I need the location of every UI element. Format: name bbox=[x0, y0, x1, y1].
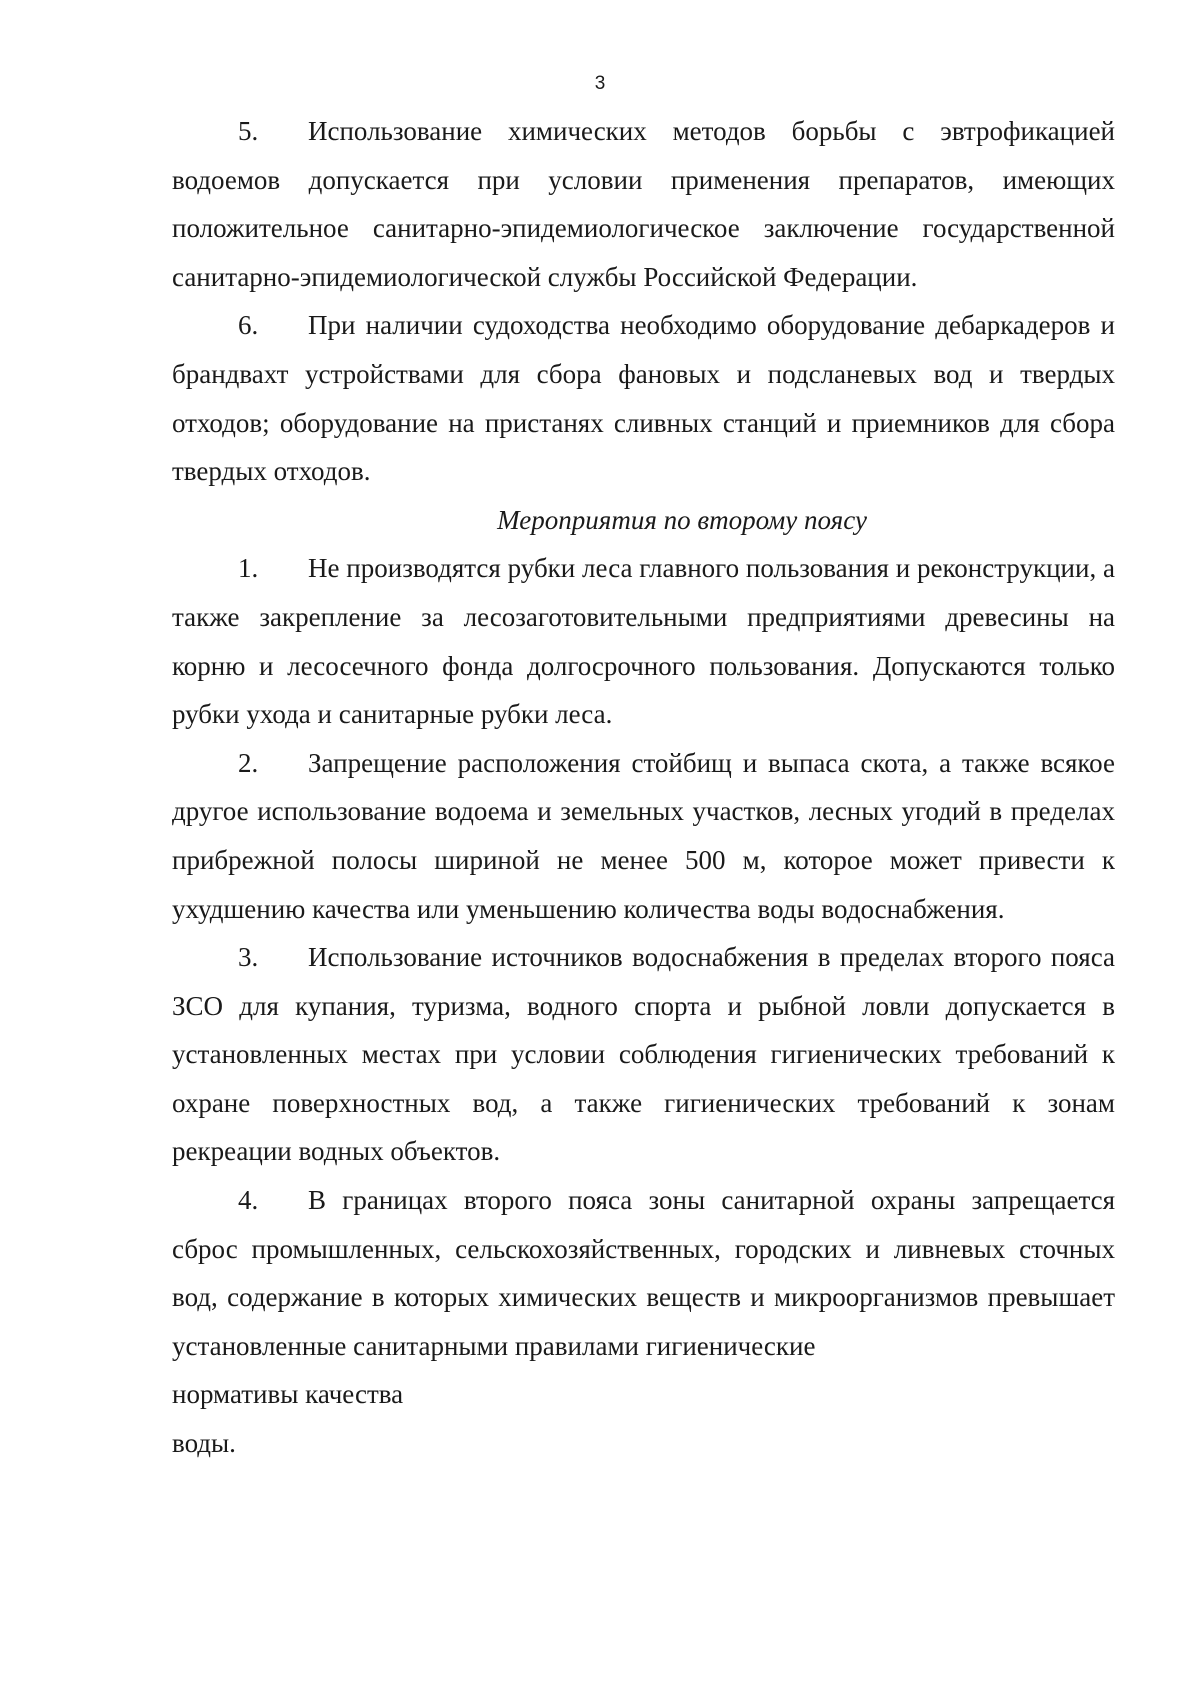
trailing-line: воды. bbox=[172, 1428, 236, 1459]
section-heading: Мероприятия по второму поясу bbox=[497, 504, 867, 535]
item-number: 5. bbox=[238, 116, 259, 146]
item-text: Не производятся рубки леса главного пользования и реконструкции, а также закрепление за лесозаготовительными предприятиями древесины на корню и лесосечного фонда долгосрочного пользования. Допускаются только рубки ухода и санитарные рубки леса. bbox=[172, 553, 1115, 730]
trailing-line: нормативы качества bbox=[172, 1379, 404, 1410]
document-body bbox=[172, 107, 1115, 1468]
list-item-6 bbox=[172, 301, 1115, 495]
list-item-1 bbox=[172, 544, 1115, 738]
item-text: Запрещение расположения стойбищ и выпаса скота, а также всякое другое использование водоема и земельных участков, лесных угодий в пределах прибрежной полосы шириной не менее 500 м, которое может привести к ухудшению качества или уменьшению количества воды водоснабжения. bbox=[172, 747, 1115, 924]
item-text: Использование химических методов борьбы с эвтрофикацией водоемов допускается при условии применения препаратов, имеющих положительное санитарно-эпидемиологическое заключение государственной санитарно-эпидемиологической службы Российской Федерации. bbox=[172, 116, 1115, 292]
item-text: В границах второго пояса зоны санитарной охраны запрещается сброс промышленных, сельскохозяйственных, городских и ливневых сточных вод, содержание в которых химических веществ и микроорганизмов превышает установленные санитарными правилами гигиенические bbox=[172, 1185, 1115, 1361]
item-number: 1. bbox=[238, 553, 259, 584]
list-item-4 bbox=[172, 1176, 1115, 1370]
item-number: 3. bbox=[238, 942, 259, 973]
item-number: 4. bbox=[238, 1185, 259, 1216]
page-number: 3 bbox=[594, 73, 606, 94]
item-text: При наличии судоходства необходимо оборудование дебаркадеров и брандвахт устройствами для сбора фановых и подсланевых вод и твердых отходов; оборудование на пристанях сливных станций и приемников для сбора твердых отходов. bbox=[172, 310, 1115, 487]
list-item-2 bbox=[172, 739, 1115, 933]
item-number: 2. bbox=[238, 747, 259, 778]
list-item-3 bbox=[172, 933, 1115, 1176]
item-text: Использование источников водоснабжения в пределах второго пояса ЗСО для купания, туризма, водного спорта и рыбной ловли допускается в установленных местах при условии соблюдения гигиенических требований к охране поверхностных вод, а также гигиенических требований к зонам рекреации водных объектов. bbox=[172, 942, 1115, 1167]
list-item-5 bbox=[172, 107, 1115, 301]
item-number: 6. bbox=[238, 310, 259, 341]
